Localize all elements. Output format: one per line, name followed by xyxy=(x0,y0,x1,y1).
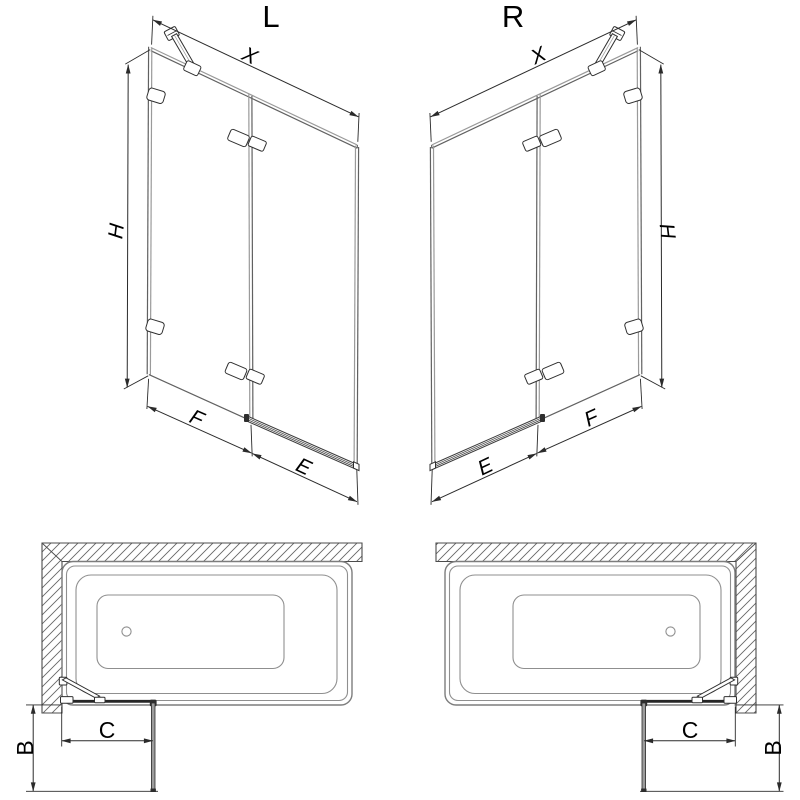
dim-label-x-left: X xyxy=(238,42,261,70)
plan-view-left xyxy=(59,562,352,793)
dim-label-f-left: F xyxy=(186,405,208,432)
iso-view-right xyxy=(430,16,665,505)
dimension-b-group-left xyxy=(26,705,158,791)
dim-label-c-right: C xyxy=(681,716,699,743)
dim-label-e-right: E xyxy=(474,453,497,481)
wall-plan-left xyxy=(42,543,362,713)
dim-label-b-left: B xyxy=(11,740,38,756)
dim-label-x-right: X xyxy=(527,42,550,70)
dim-label-b-right: B xyxy=(759,740,786,756)
dim-label-e-left: E xyxy=(292,453,315,481)
dim-label-c-left: C xyxy=(98,716,116,743)
plan-view-right xyxy=(445,562,738,793)
dim-label-h-left: H xyxy=(104,222,129,241)
variant-label-right: R xyxy=(501,0,525,35)
dim-label-h-right: H xyxy=(654,222,680,241)
variant-label-left: L xyxy=(262,0,280,35)
iso-view-left xyxy=(124,16,359,505)
dim-label-f-right: F xyxy=(580,405,602,432)
wall-plan-right xyxy=(436,543,756,713)
